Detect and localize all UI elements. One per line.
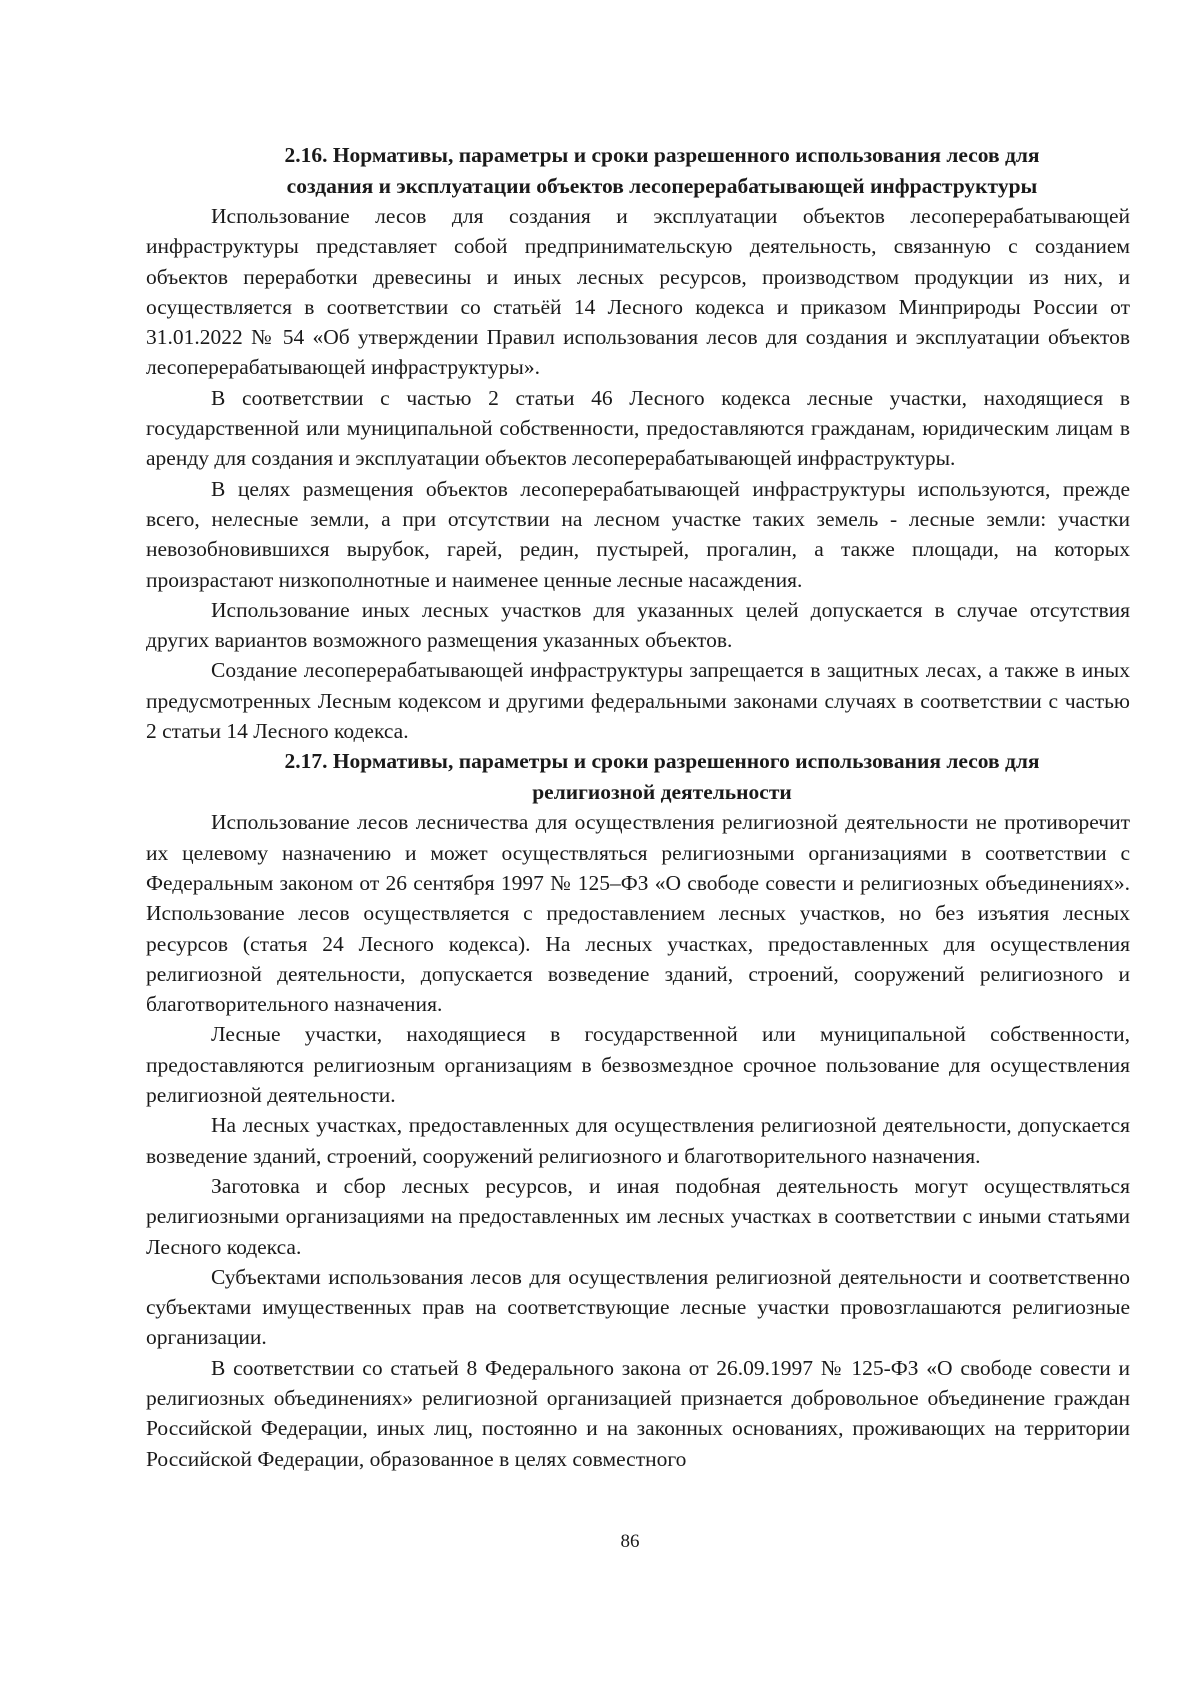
page-number: 86 [620, 1531, 640, 1552]
heading-line-1: 2.16. Нормативы, параметры и сроки разрешенного использования лесов для [284, 143, 1040, 167]
section-2-17 [146, 746, 1130, 1474]
section-2-16 [146, 140, 1130, 746]
paragraph: В соответствии с частью 2 статьи 46 Лесного кодекса лесные участки, находящиеся в государственной или муниципальной собственности, предоставляются гражданам, юридическим лицам в аренду для создания и эксплуатации объектов лесоперерабатывающей инфраструктуры. [146, 385, 1130, 471]
heading-line-1: 2.17. Нормативы, параметры и сроки разрешенного использования лесов для [284, 749, 1040, 774]
paragraph: В соответствии со статьей 8 Федерального закона от 26.09.1997 № 125-ФЗ «О свободе совести и религиозных объединениях» религиозной организацией признается добровольное объединение граждан Российской Федерации, иных лиц, постоянно и на законных основаниях, проживающих на территории Российской Федерации, образованное в целях совместного [146, 1355, 1130, 1471]
section-heading [146, 746, 1130, 807]
paragraph: Использование лесов для создания и эксплуатации объектов лесоперерабатывающей инфраструктуры представляет собой предпринимательскую деятельность, связанную с созданием объектов переработки древесины и иных лесных ресурсов, производством продукции из них, и осуществляется в соответствии со статьёй 14 Лесного кодекса и приказом Минприроды России от 31.01.2022 № 54 «Об утверждении Правил использования лесов для создания и эксплуатации объектов лесоперерабатывающей инфраструктуры». [146, 204, 1130, 380]
paragraph: Субъектами использования лесов для осуществления религиозной деятельности и соответственно субъектами имущественных прав на соответствующие лесные участки провозглашаются религиозные организации. [146, 1264, 1130, 1350]
document-page [146, 140, 1130, 1474]
paragraph: На лесных участках, предоставленных для осуществления религиозной деятельности, допускается возведение зданий, строений, сооружений религиозного и благотворительного назначения. [146, 1113, 1130, 1168]
paragraph: Создание лесоперерабатывающей инфраструктуры запрещается в защитных лесах, а также в иных предусмотренных Лесным кодексом и другими федеральными законами случаях в соответствии с частью 2 статьи 14 Лесного кодекса. [146, 658, 1130, 744]
heading-line-2: создания и эксплуатации объектов лесоперерабатывающей инфраструктуры [286, 173, 1038, 198]
section-heading [146, 140, 1130, 201]
heading-line-2: религиозной деятельности [532, 779, 792, 804]
paragraph: Заготовка и сбор лесных ресурсов, и иная подобная деятельность могут осуществляться религиозными организациями на предоставленных им лесных участках в соответствии с иными статьями Лесного кодекса. [146, 1173, 1130, 1259]
paragraph: Лесные участки, находящиеся в государственной или муниципальной собственности, предоставляются религиозным организациям в безвозмездное срочное пользование для осуществления религиозной деятельности. [146, 1022, 1130, 1108]
paragraph: В целях размещения объектов лесоперерабатывающей инфраструктуры используются, прежде всего, нелесные земли, а при отсутствии на лесном участке таких земель - лесные земли: участки невозобновившихся вырубок, гарей, редин, пустырей, прогалин, а также площади, на которых произрастают низкополнотные и наименее ценные лесные насаждения. [146, 476, 1130, 592]
paragraph: Использование лесов лесничества для осуществления религиозной деятельности не противоречит их целевому назначению и может осуществляться религиозными организациями в соответствии с Федеральным законом от 26 сентября 1997 № 125–ФЗ «О свободе совести и религиозных объединениях». Использование лесов осуществляется с предоставлением лесных участков, но без изъятия лесных ресурсов (статья 24 Лесного кодекса). На лесных участках, предоставленных для осуществления религиозной деятельности, допускается возведение зданий, строений, сооружений религиозного и благотворительного назначения. [146, 810, 1130, 1017]
paragraph: Использование иных лесных участков для указанных целей допускается в случае отсутствия других вариантов возможного размещения указанных объектов. [146, 597, 1130, 653]
